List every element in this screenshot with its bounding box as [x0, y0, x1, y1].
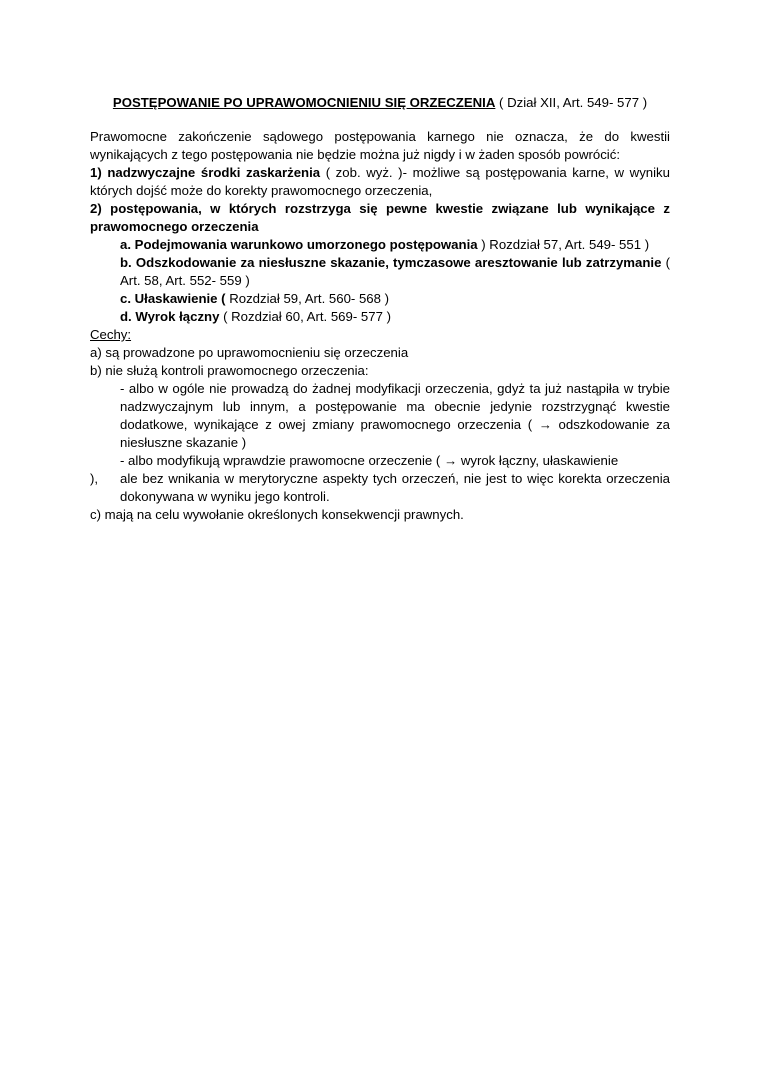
subitem-a-text: ) Rozdział 57, Art. 549- 551 ) — [477, 237, 650, 252]
item-1 — [90, 164, 670, 200]
subitem-d-title: d. Wyrok łączny — [120, 309, 220, 324]
feature-b-point-2-lead: ), — [90, 471, 99, 486]
subitem-c-title: c. Ułaskawienie ( — [120, 291, 226, 306]
feature-a: a) są prowadzone po uprawomocnieniu się orzeczenia — [90, 345, 409, 360]
item-1-text: ( zob. wyż. )- możliwe są postępowania karne, w wyniku których dojść może do korekty prawomocnego orzeczenia, — [90, 165, 670, 198]
subitem-b-title: b. Odszkodowanie za niesłuszne skazanie, tymczasowe aresztowanie lub zatrzymanie — [120, 255, 662, 270]
feature-b: b) nie służą kontroli prawomocnego orzeczenia: — [90, 363, 369, 378]
subitem-d — [90, 308, 670, 326]
document-body — [90, 128, 692, 524]
features-heading: Cechy: — [90, 327, 132, 342]
title-reference: ( Dział XII, Art. 549- 577 ) — [495, 95, 648, 110]
subitem-c — [90, 290, 670, 308]
title-main: POSTĘPOWANIE PO UPRAWOMOCNIENIU SIĘ ORZECZENIA — [112, 95, 496, 110]
subitem-d-text: ( Rozdział 60, Art. 569- 577 ) — [219, 309, 391, 324]
subitem-a — [90, 236, 670, 254]
feature-b-point-2-continued — [90, 470, 670, 506]
item-1-title: 1) nadzwyczajne środki zaskarżenia — [90, 165, 321, 180]
subitem-b — [90, 254, 692, 290]
document-title — [90, 94, 670, 112]
feature-b-point-2: - albo modyfikują wprawdzie prawomocne orzeczenie ( → wyrok łączny, ułaskawienie — [120, 453, 619, 468]
intro-paragraph: Prawomocne zakończenie sądowego postępowania karnego nie oznacza, że do kwestii wynikających z tego postępowania nie będzie można już nigdy i w żaden sposób powrócić: — [90, 129, 670, 162]
subitem-c-text: Rozdział 59, Art. 560- 568 ) — [225, 291, 390, 306]
subitem-b-text: ( Art. 58, Art. 552- 559 ) — [120, 255, 692, 288]
feature-b-point-1: - albo w ogóle nie prowadzą do żadnej modyfikacji orzeczenia, gdyż ta już nastąpiła w trybie nadzwyczajnym lub innym, a postępowanie ma obecnie jedynie rozstrzygnąć kwestie dodatkowe, wynikające z owej zmiany prawomocnego orzeczenia ( → odszkodowanie za niesłuszne skazanie ) — [120, 381, 670, 450]
subitem-a-title: a. Podejmowania warunkowo umorzonego postępowania — [120, 237, 478, 252]
feature-c: c) mają na celu wywołanie określonych konsekwencji prawnych. — [90, 507, 464, 522]
item-2-title: 2) postępowania, w których rozstrzyga się pewne kwestie związane lub wynikające z prawomocnego orzeczenia — [90, 201, 670, 234]
feature-b-point-2-rest: ale bez wnikania w merytoryczne aspekty tych orzeczeń, nie jest to więc korekta orzeczenia dokonywana w wyniku jego kontroli. — [120, 471, 670, 504]
